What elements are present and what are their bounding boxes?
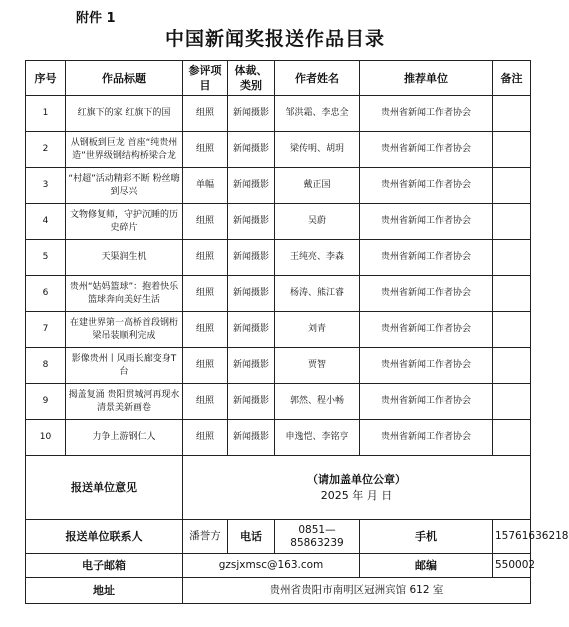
row-author: 杨涛、熊江睿 bbox=[275, 276, 360, 312]
row-unit: 贵州省新闻工作者协会 bbox=[360, 312, 493, 348]
row-remark bbox=[493, 240, 531, 276]
row-author: 吴蔚 bbox=[275, 204, 360, 240]
row-remark bbox=[493, 132, 531, 168]
row-genre: 新闻摄影 bbox=[228, 384, 275, 420]
row-author: 梁传明、胡玥 bbox=[275, 132, 360, 168]
row-unit: 贵州省新闻工作者协会 bbox=[360, 240, 493, 276]
row-author: 申逸恺、李铭亨 bbox=[275, 420, 360, 456]
row-title: 红旗下的家 红旗下的国 bbox=[66, 96, 183, 132]
row-no: 2 bbox=[26, 132, 66, 168]
header-genre: 体裁、类别 bbox=[228, 61, 275, 96]
address-value: 贵州省贵阳市南明区冠洲宾馆 612 室 bbox=[183, 578, 531, 604]
header-remark: 备注 bbox=[493, 61, 531, 96]
row-genre: 新闻摄影 bbox=[228, 240, 275, 276]
row-title: 文物修复师，守护沉睡的历史碎片 bbox=[66, 204, 183, 240]
row-unit: 贵州省新闻工作者协会 bbox=[360, 204, 493, 240]
row-item: 组照 bbox=[183, 240, 228, 276]
table-row bbox=[26, 96, 531, 132]
row-remark bbox=[493, 96, 531, 132]
row-title: “村超”活动精彩不断 粉丝嗨到尽兴 bbox=[66, 168, 183, 204]
row-author: 刘青 bbox=[275, 312, 360, 348]
table-row bbox=[26, 276, 531, 312]
row-author: 贾智 bbox=[275, 348, 360, 384]
row-genre: 新闻摄影 bbox=[228, 96, 275, 132]
contact-row bbox=[26, 520, 531, 554]
page-title: 中国新闻奖报送作品目录 bbox=[164, 28, 385, 50]
row-no: 7 bbox=[26, 312, 66, 348]
table-row bbox=[26, 204, 531, 240]
row-no: 5 bbox=[26, 240, 66, 276]
row-no: 8 bbox=[26, 348, 66, 384]
date-text: 2025 年 月 日 bbox=[320, 489, 393, 502]
row-no: 9 bbox=[26, 384, 66, 420]
row-no: 4 bbox=[26, 204, 66, 240]
row-no: 1 bbox=[26, 96, 66, 132]
row-genre: 新闻摄影 bbox=[228, 420, 275, 456]
row-remark bbox=[493, 384, 531, 420]
seal-note: （请加盖单位公章） bbox=[307, 473, 406, 486]
table-row bbox=[26, 132, 531, 168]
email-value: gzsjxmsc@163.com bbox=[183, 554, 360, 578]
row-remark bbox=[493, 312, 531, 348]
row-remark bbox=[493, 348, 531, 384]
mobile-label: 手机 bbox=[360, 520, 493, 554]
row-no: 3 bbox=[26, 168, 66, 204]
postcode-label: 邮编 bbox=[360, 554, 493, 578]
postcode-value: 550002 bbox=[493, 554, 531, 578]
row-unit: 贵州省新闻工作者协会 bbox=[360, 276, 493, 312]
contact-value: 潘誉方 bbox=[183, 520, 228, 554]
mobile-value: 15761636218 bbox=[493, 520, 531, 554]
table-row bbox=[26, 420, 531, 456]
row-remark bbox=[493, 420, 531, 456]
address-row bbox=[26, 578, 531, 604]
row-item: 单幅 bbox=[183, 168, 228, 204]
table-row bbox=[26, 384, 531, 420]
row-unit: 贵州省新闻工作者协会 bbox=[360, 132, 493, 168]
row-title: 贵州“姑妈篮球”：抱着快乐篮球奔向美好生活 bbox=[66, 276, 183, 312]
row-author: 戴正国 bbox=[275, 168, 360, 204]
table-row bbox=[26, 348, 531, 384]
row-item: 组照 bbox=[183, 96, 228, 132]
row-title: 从钢板到巨龙 首座“纯贵州造”世界级钢结构桥梁合龙 bbox=[66, 132, 183, 168]
opinion-cell bbox=[183, 456, 531, 520]
row-title: 力争上游钢仁人 bbox=[66, 420, 183, 456]
row-item: 组照 bbox=[183, 132, 228, 168]
header-eval-item: 参评项目 bbox=[183, 61, 228, 96]
row-remark bbox=[493, 276, 531, 312]
row-no: 6 bbox=[26, 276, 66, 312]
row-genre: 新闻摄影 bbox=[228, 168, 275, 204]
opinion-row bbox=[26, 456, 531, 520]
table-row bbox=[26, 312, 531, 348]
row-unit: 贵州省新闻工作者协会 bbox=[360, 420, 493, 456]
row-no: 10 bbox=[26, 420, 66, 456]
table-row bbox=[26, 240, 531, 276]
email-label: 电子邮箱 bbox=[26, 554, 183, 578]
row-genre: 新闻摄影 bbox=[228, 204, 275, 240]
row-title: 在建世界第一高桥首段钢桁梁吊装顺利完成 bbox=[66, 312, 183, 348]
row-item: 组照 bbox=[183, 384, 228, 420]
row-author: 王纯亮、李森 bbox=[275, 240, 360, 276]
row-title: 天渠润生机 bbox=[66, 240, 183, 276]
phone-value: 0851—85863239 bbox=[275, 520, 360, 554]
row-genre: 新闻摄影 bbox=[228, 276, 275, 312]
header-row bbox=[26, 61, 531, 96]
opinion-label: 报送单位意见 bbox=[26, 456, 183, 520]
row-item: 组照 bbox=[183, 276, 228, 312]
row-title: 影像贵州丨风雨长廊变身T台 bbox=[66, 348, 183, 384]
attachment-label: 附件 1 bbox=[76, 11, 116, 26]
contact-label: 报送单位联系人 bbox=[26, 520, 183, 554]
row-remark bbox=[493, 168, 531, 204]
header-author: 作者姓名 bbox=[275, 61, 360, 96]
works-table bbox=[25, 60, 569, 604]
row-genre: 新闻摄影 bbox=[228, 132, 275, 168]
row-unit: 贵州省新闻工作者协会 bbox=[360, 348, 493, 384]
address-label: 地址 bbox=[26, 578, 183, 604]
row-author: 邹洪霜、李忠全 bbox=[275, 96, 360, 132]
row-title: 揭盖复涌 贵阳贯城河再现水清景美新画卷 bbox=[66, 384, 183, 420]
row-author: 郭然、程小畅 bbox=[275, 384, 360, 420]
row-genre: 新闻摄影 bbox=[228, 312, 275, 348]
email-row bbox=[26, 554, 531, 578]
row-unit: 贵州省新闻工作者协会 bbox=[360, 96, 493, 132]
row-genre: 新闻摄影 bbox=[228, 348, 275, 384]
phone-label: 电话 bbox=[228, 520, 275, 554]
header-recommender: 推荐单位 bbox=[360, 61, 493, 96]
row-item: 组照 bbox=[183, 420, 228, 456]
row-item: 组照 bbox=[183, 312, 228, 348]
table-row bbox=[26, 168, 531, 204]
row-unit: 贵州省新闻工作者协会 bbox=[360, 384, 493, 420]
header-no: 序号 bbox=[26, 61, 66, 96]
row-unit: 贵州省新闻工作者协会 bbox=[360, 168, 493, 204]
row-item: 组照 bbox=[183, 204, 228, 240]
row-item: 组照 bbox=[183, 348, 228, 384]
header-work-title: 作品标题 bbox=[66, 61, 183, 96]
row-remark bbox=[493, 204, 531, 240]
